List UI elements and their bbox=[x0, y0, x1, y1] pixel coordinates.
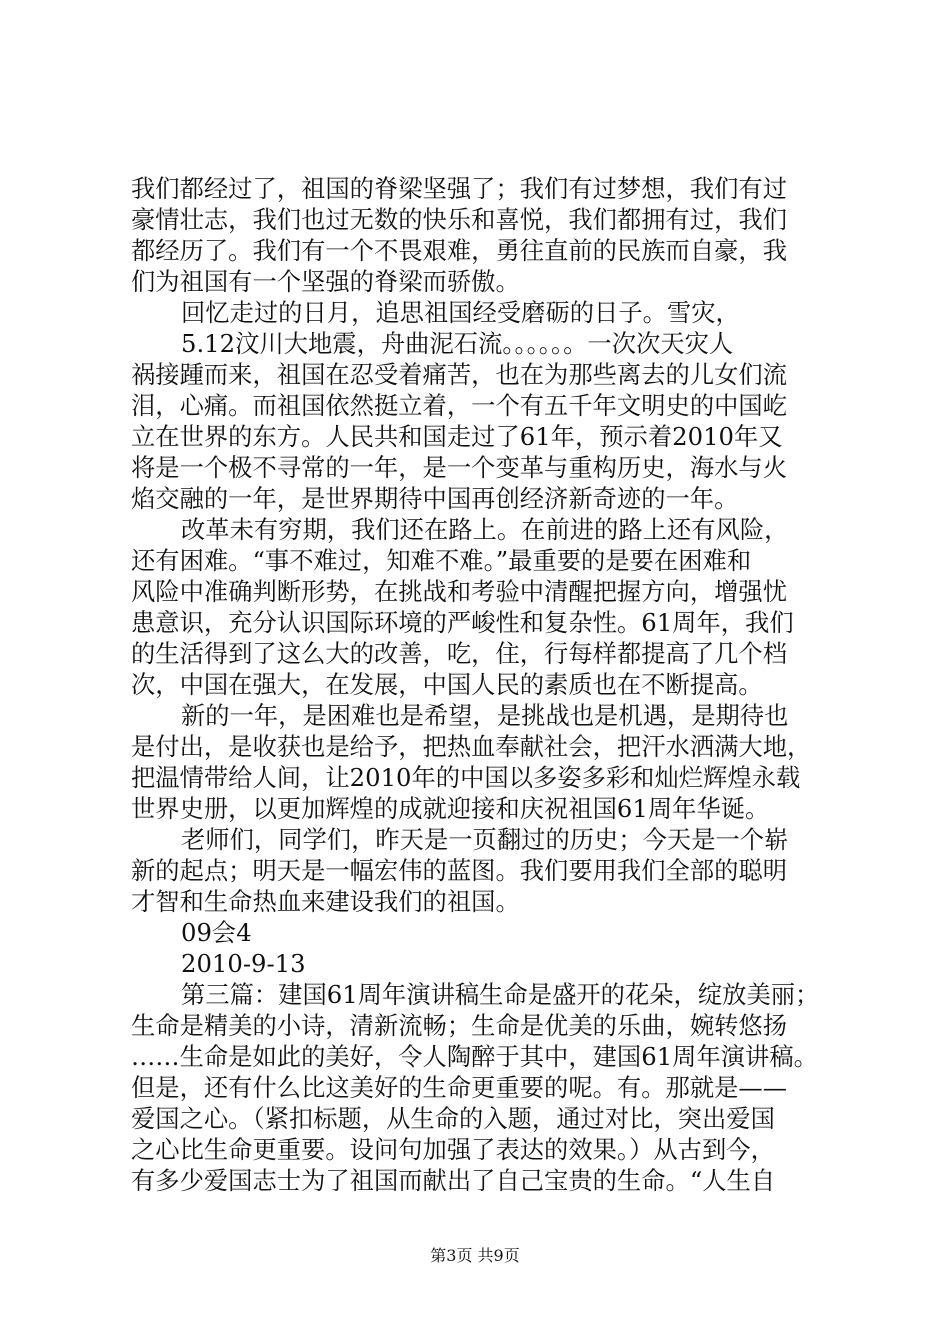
text-line: 新的起点；明天是一幅宏伟的蓝图。我们要用我们全部的聪明 bbox=[131, 856, 788, 885]
text-line: 风险中准确判断形势，在挑战和考验中清醒把握方向，增强忧 bbox=[131, 577, 788, 606]
text-line: 豪情壮志，我们也过无数的快乐和喜悦，我们都拥有过，我们 bbox=[131, 205, 788, 234]
text-line: 回忆走过的日月，追思祖国经受磨砺的日子。雪灾， bbox=[181, 298, 740, 327]
document-body bbox=[131, 173, 831, 1196]
text-line: 之心比生命更重要。设问句加强了表达的效果。）从古到今， bbox=[131, 1135, 775, 1164]
text-line: 生命是精美的小诗，清新流畅；生命是优美的乐曲，婉转悠扬 bbox=[131, 1011, 788, 1040]
text-line: 但是，还有什么比这美好的生命更重要的呢。有。那就是—— bbox=[131, 1073, 788, 1102]
text-line: 患意识，充分认识国际环境的严峻性和复杂性。61周年，我们 bbox=[131, 608, 794, 637]
text-line: 都经历了。我们有一个不畏艰难，勇往直前的民族而自豪，我 bbox=[131, 236, 788, 265]
text-line: 还有困难。“事不难过，知难不难。”最重要的是要在困难和 bbox=[131, 546, 752, 575]
text-line: 5.12汶川大地震，舟曲泥石流。。。。。。一次次天灾人 bbox=[181, 329, 734, 358]
text-line: 世界史册，以更加辉煌的成就迎接和庆祝祖国61周年华诞。 bbox=[131, 794, 770, 823]
text-line: 才智和生命热血来建设我们的祖国。 bbox=[131, 887, 520, 916]
text-line: 2010-9-13 bbox=[181, 949, 306, 978]
text-line: 立在世界的东方。人民共和国走过了61年，预示着2010年又 bbox=[131, 422, 783, 451]
text-line: 改革未有穷期，我们还在路上。在前进的路上还有风险， bbox=[181, 515, 789, 544]
page-footer: 第3页 共9页 bbox=[430, 1246, 520, 1265]
text-line: 新的一年，是困难也是希望，是挑战也是机遇，是期待也 bbox=[181, 701, 789, 730]
text-line: 我们都经过了，祖国的脊梁坚强了；我们有过梦想，我们有过 bbox=[131, 174, 788, 203]
text-line: 将是一个极不寻常的一年，是一个变革与重构历史，海水与火 bbox=[131, 453, 788, 482]
text-line: 是付出，是收获也是给予，把热血奉献社会，把汗水洒满大地， bbox=[131, 732, 812, 761]
text-line: 祸接踵而来，祖国在忍受着痛苦，也在为那些离去的儿女们流 bbox=[131, 360, 788, 389]
text-line: 次，中国在强大，在发展，中国人民的素质也在不断提高。 bbox=[131, 670, 763, 699]
text-line: 的生活得到了这么大的改善，吃，住，行每样都提高了几个档 bbox=[131, 639, 788, 668]
text-line: 第三篇：建国61周年演讲稿生命是盛开的花朵，绽放美丽； bbox=[181, 980, 820, 1009]
text-line: 们为祖国有一个坚强的脊梁而骄傲。 bbox=[131, 267, 520, 296]
text-line: 焰交融的一年，是世界期待中国再创经济新奇迹的一年。 bbox=[131, 484, 739, 513]
text-line: 有多少爱国志士为了祖国而献出了自己宝贵的生命。“人生自 bbox=[131, 1166, 776, 1195]
text-line: 老师们，同学们，昨天是一页翻过的历史；今天是一个崭 bbox=[181, 825, 789, 854]
text-line: 爱国之心。（紧扣标题，从生命的入题，通过对比，突出爱国 bbox=[131, 1104, 775, 1133]
text-line: ……生命是如此的美好，令人陶醉于其中，建国61周年演讲稿。 bbox=[131, 1042, 818, 1071]
text-line: 泪，心痛。而祖国依然挺立着，一个有五千年文明史的中国屹 bbox=[131, 391, 788, 420]
text-line: 09会4 bbox=[181, 918, 252, 947]
text-line: 把温情带给人间，让2010年的中国以多姿多彩和灿烂辉煌永载 bbox=[131, 763, 801, 792]
